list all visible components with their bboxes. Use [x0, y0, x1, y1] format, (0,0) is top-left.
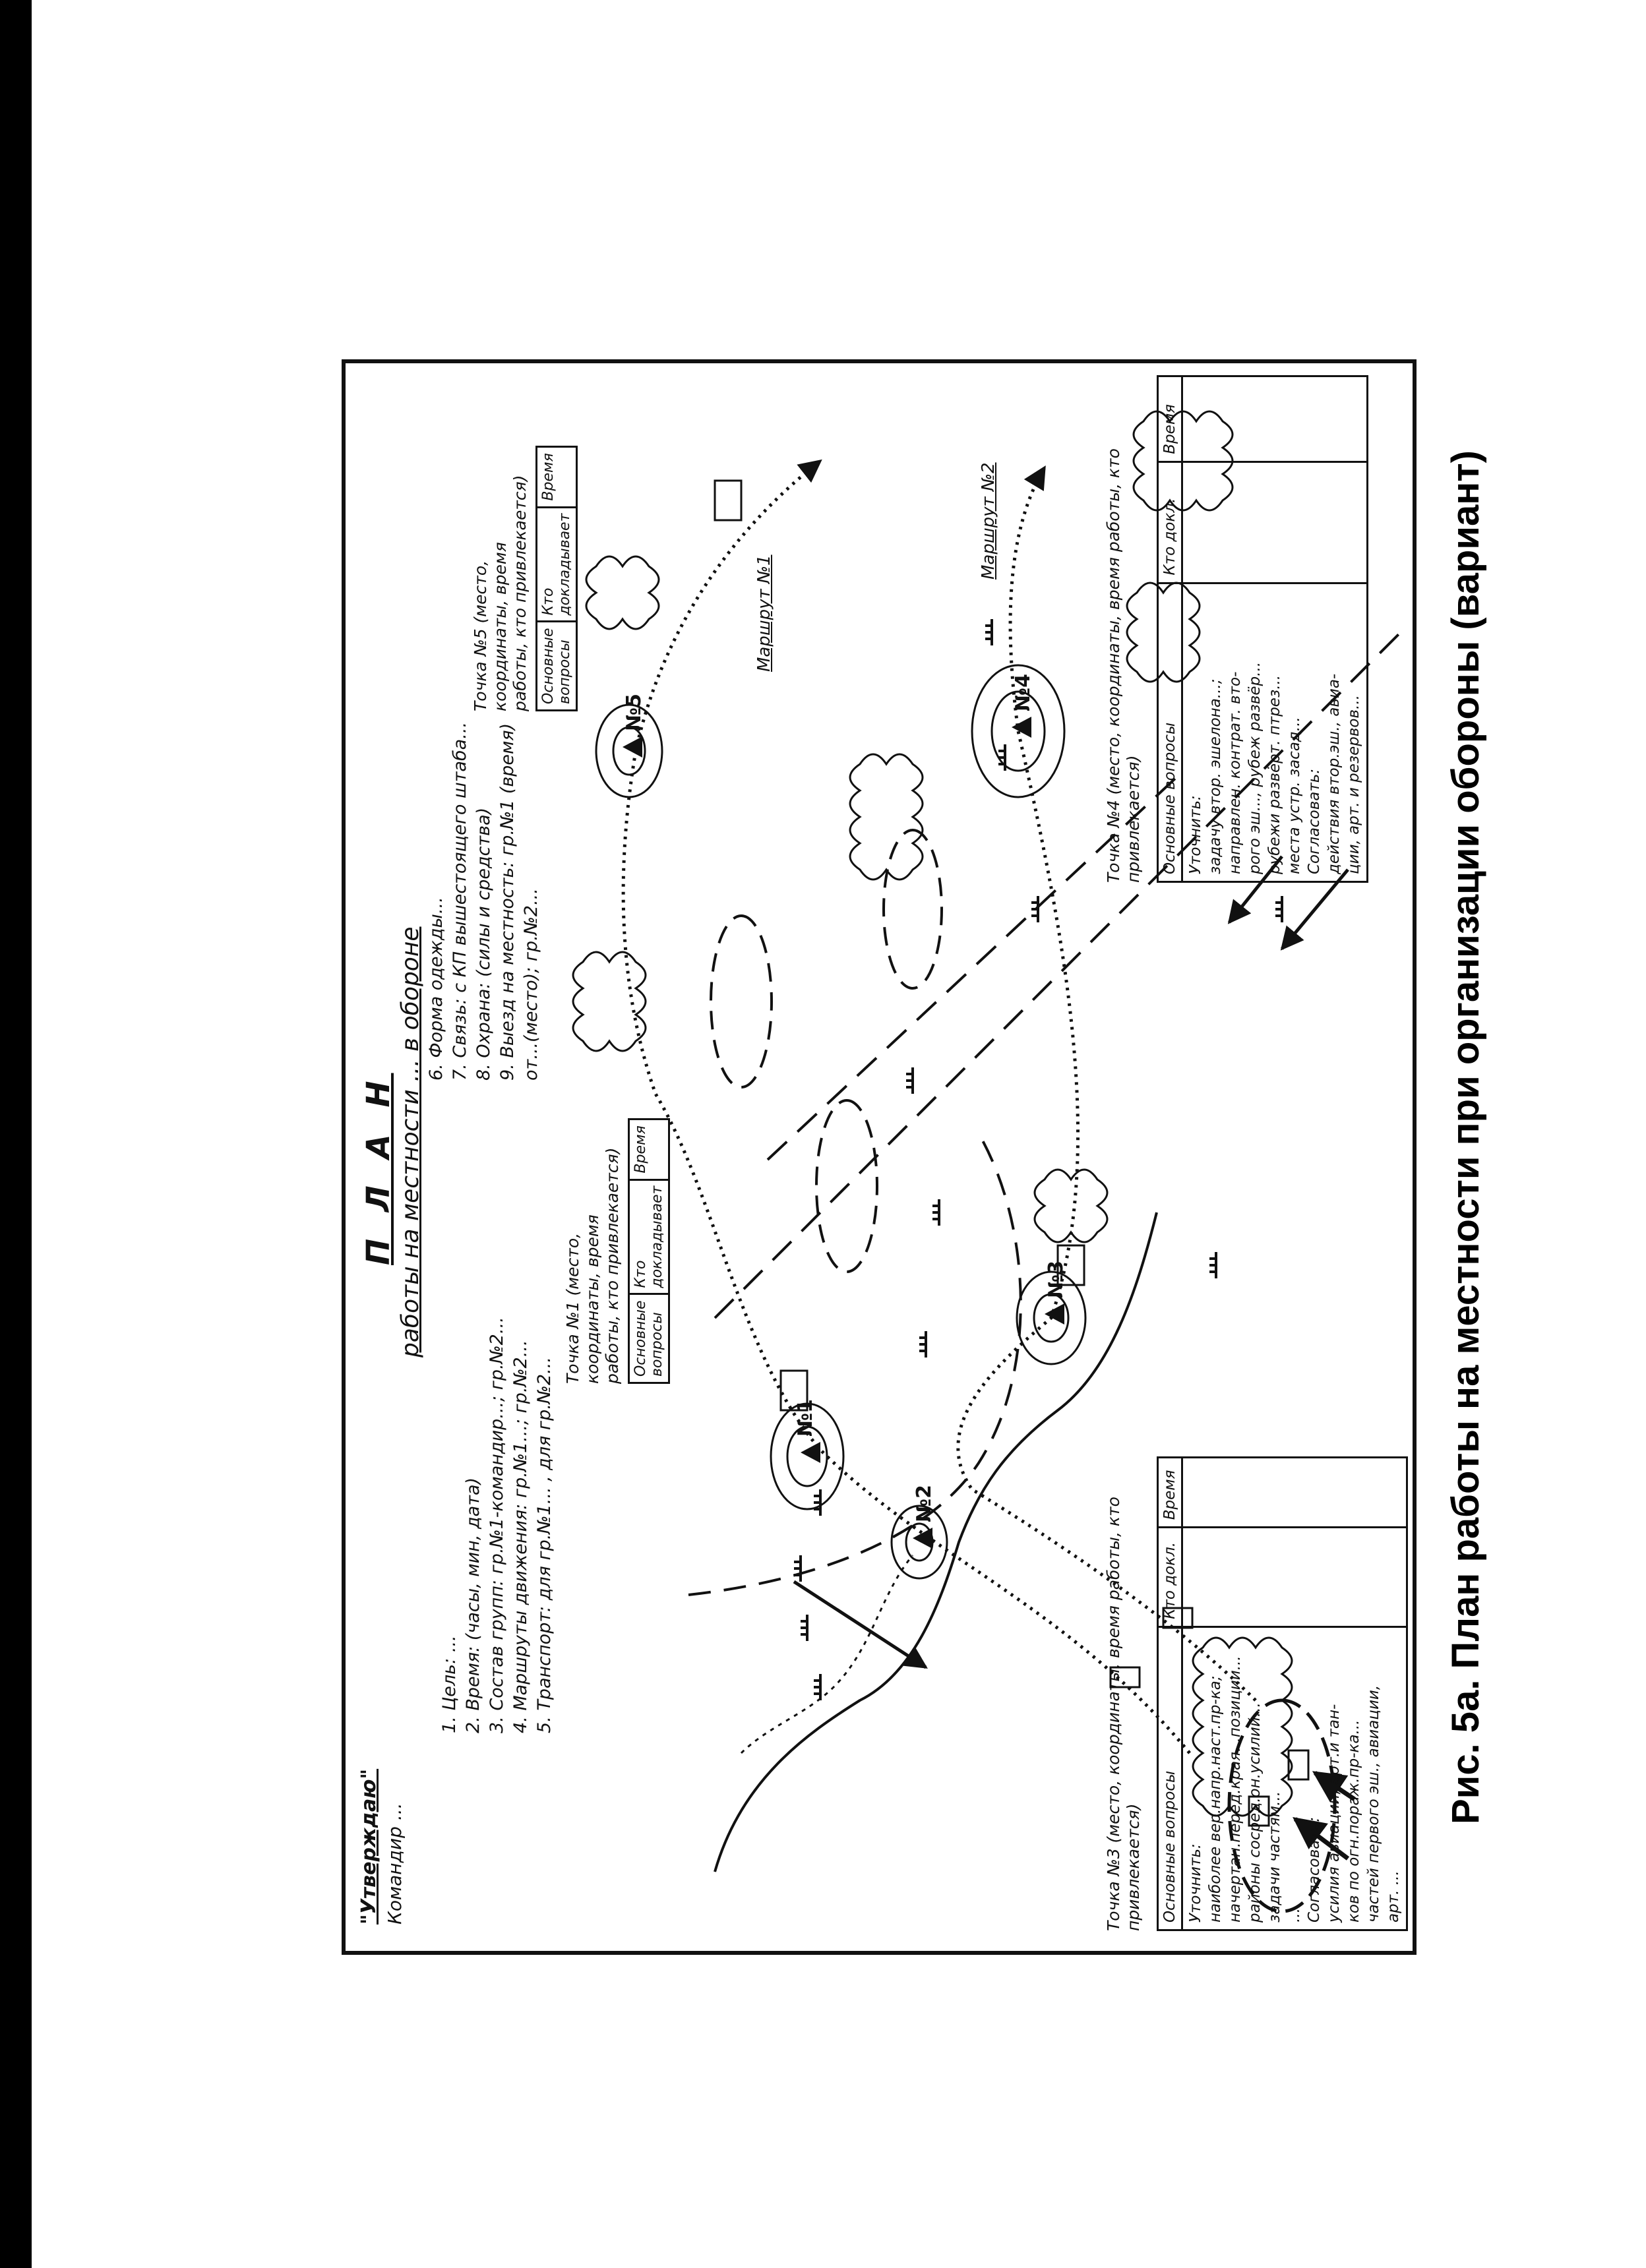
scan-border-strip [0, 0, 32, 2268]
question-line: рого эш..., рубеж развёр... [1246, 661, 1264, 874]
question-line: усилия авиации, арт.и тан- [1326, 1704, 1343, 1923]
question-line: районы сосред.он.усилий... [1246, 1702, 1264, 1923]
strongpoint-3 [884, 830, 942, 988]
point-4-table [1157, 375, 1368, 883]
point-3-label: №3 [1045, 1261, 1068, 1298]
figure-caption [1436, 369, 1496, 1905]
document-page [32, 0, 1646, 2268]
col-reporter: Кто докладывает [537, 507, 577, 622]
point-4-heading: Точка №4 (место, координаты, время работы, кто привлекается) [1104, 448, 1143, 883]
point-1-label: №1 [794, 1399, 817, 1437]
point-4-triangle [1012, 717, 1031, 738]
reporter-cell [1182, 1528, 1407, 1627]
col-reporter: Кто докл. [1158, 462, 1182, 583]
question-line: Уточнить: [1187, 795, 1204, 874]
plan-item: от...(место); гр.№2... [521, 888, 541, 1081]
point-3-heading: Точка №3 (место, координаты, время работы, кто привлекается) [1104, 1497, 1143, 1931]
plan-item: 1. Цель: ... [439, 1635, 460, 1733]
point-5-block [471, 453, 578, 711]
figure-rotated-content [342, 359, 1417, 1955]
col-questions: Основные вопросы [537, 622, 577, 711]
point-4-heading-block [1104, 375, 1143, 883]
col-time: Время [629, 1119, 669, 1179]
question-line: Уточнить: [1187, 1843, 1204, 1923]
point-1-table [628, 1118, 670, 1384]
question-line: начертан.перед.края...позиции... [1227, 1656, 1244, 1923]
question-line: Согласовать: [1306, 768, 1323, 874]
question-line: частей первого эш., авиации, [1365, 1685, 1382, 1923]
question-line: направлен. контрат. вто- [1227, 671, 1244, 874]
forest-center-2 [850, 754, 923, 880]
plan-item: 5. Транспорт: для гр.№1... , для гр.№2... [534, 1357, 555, 1733]
question-line: действия втор.эш., авиа- [1326, 673, 1343, 874]
question-line: места устр. засад... [1286, 717, 1303, 874]
point-5-table [535, 446, 578, 711]
questions-cell [1182, 583, 1368, 881]
strongpoint-2 [711, 916, 772, 1087]
questions-cell [1182, 1626, 1407, 1930]
question-line: ков по огн.пораж.пр-ка... [1345, 1719, 1362, 1923]
question-line: задачу втор. эшелона...; [1207, 678, 1224, 874]
plan-item: 2. Время: (часы, мин, дата) [463, 1477, 483, 1733]
route-2-label: Маршрут №2 [979, 462, 998, 580]
question-line: ... [1286, 1908, 1303, 1923]
point-2-triangle [913, 1528, 932, 1549]
plan-item: 9. Выезд на местность: гр.№1 (время) [497, 723, 518, 1081]
col-reporter: Кто докл. [1158, 1528, 1182, 1627]
col-time: Время [1158, 376, 1182, 462]
route-1-label: Маршрут №1 [754, 554, 774, 672]
point-3-heading-block [1104, 1456, 1143, 1931]
plan-item: 7. Связь: с КП вышестоящего штаба... [450, 722, 470, 1081]
point-3-table [1157, 1456, 1408, 1931]
approval-stamp: "Утверждаю" [357, 1768, 381, 1925]
river-line [715, 1212, 1157, 1872]
question-line: арт. ... [1385, 1870, 1402, 1923]
question-line: Согласовать: [1306, 1816, 1323, 1923]
figure-caption-text: Рис. 5а. План работы на местности при организации обороны (вариант) [1444, 450, 1487, 1825]
plan-item: 8. Охрана: (силы и средства) [473, 807, 494, 1081]
point-3-triangle [1045, 1303, 1064, 1325]
point-4-label: №4 [1012, 674, 1035, 711]
command-post-5 [715, 481, 741, 520]
plan-map-frame [342, 359, 1417, 1955]
point-2-label: №2 [913, 1485, 936, 1522]
col-reporter: Кто докладывает [629, 1179, 669, 1294]
point-5-triangle [623, 736, 642, 758]
col-time: Время [1158, 1458, 1182, 1528]
plan-items-left [438, 1317, 557, 1733]
time-cell [1182, 376, 1368, 462]
plan-items-right [425, 722, 543, 1081]
plan-subtitle: работы на местности ... в обороне [397, 926, 424, 1358]
col-time: Время [537, 447, 577, 507]
plan-item: 6. Форма одежды... [426, 897, 446, 1081]
attack-arrow-left [794, 1582, 926, 1667]
point-1-triangle [801, 1442, 820, 1463]
col-questions: Основные вопросы [629, 1294, 669, 1383]
col-questions: Основные вопросы [1158, 583, 1182, 881]
defense-curve [688, 1133, 1021, 1595]
time-cell [1182, 1458, 1407, 1528]
question-line: ции, арт. и резервов... [1345, 695, 1362, 874]
commander-line: Командир ... [384, 1803, 406, 1925]
point-1-block [563, 1125, 670, 1384]
question-line: задачи частям... [1266, 1791, 1283, 1923]
forest-center-1 [573, 952, 646, 1051]
forest-right-2 [586, 556, 659, 629]
plan-title: П Л А Н [360, 1073, 397, 1265]
reporter-cell [1182, 462, 1368, 583]
plan-item: 3. Состав групп: гр.№1-командир...; гр.№2... [487, 1317, 507, 1733]
point-5-heading: Точка №5 (место, координаты, время работы, кто привлекается) [471, 475, 530, 711]
point-1-heading: Точка №1 (место, координаты, время работы, кто привлекается) [563, 1147, 622, 1384]
col-questions: Основные вопросы [1158, 1626, 1182, 1930]
question-line: рубежи развёрт. птрез... [1266, 674, 1283, 874]
question-line: наиболее вер.напр.наст.пр-ка; [1207, 1675, 1224, 1923]
point-5-label: №5 [623, 694, 646, 731]
plan-item: 4. Маршруты движения: гр.№1...; гр.№2... [510, 1340, 531, 1733]
forest-lower-mid [1035, 1170, 1107, 1242]
figure-area [342, 359, 1417, 1955]
